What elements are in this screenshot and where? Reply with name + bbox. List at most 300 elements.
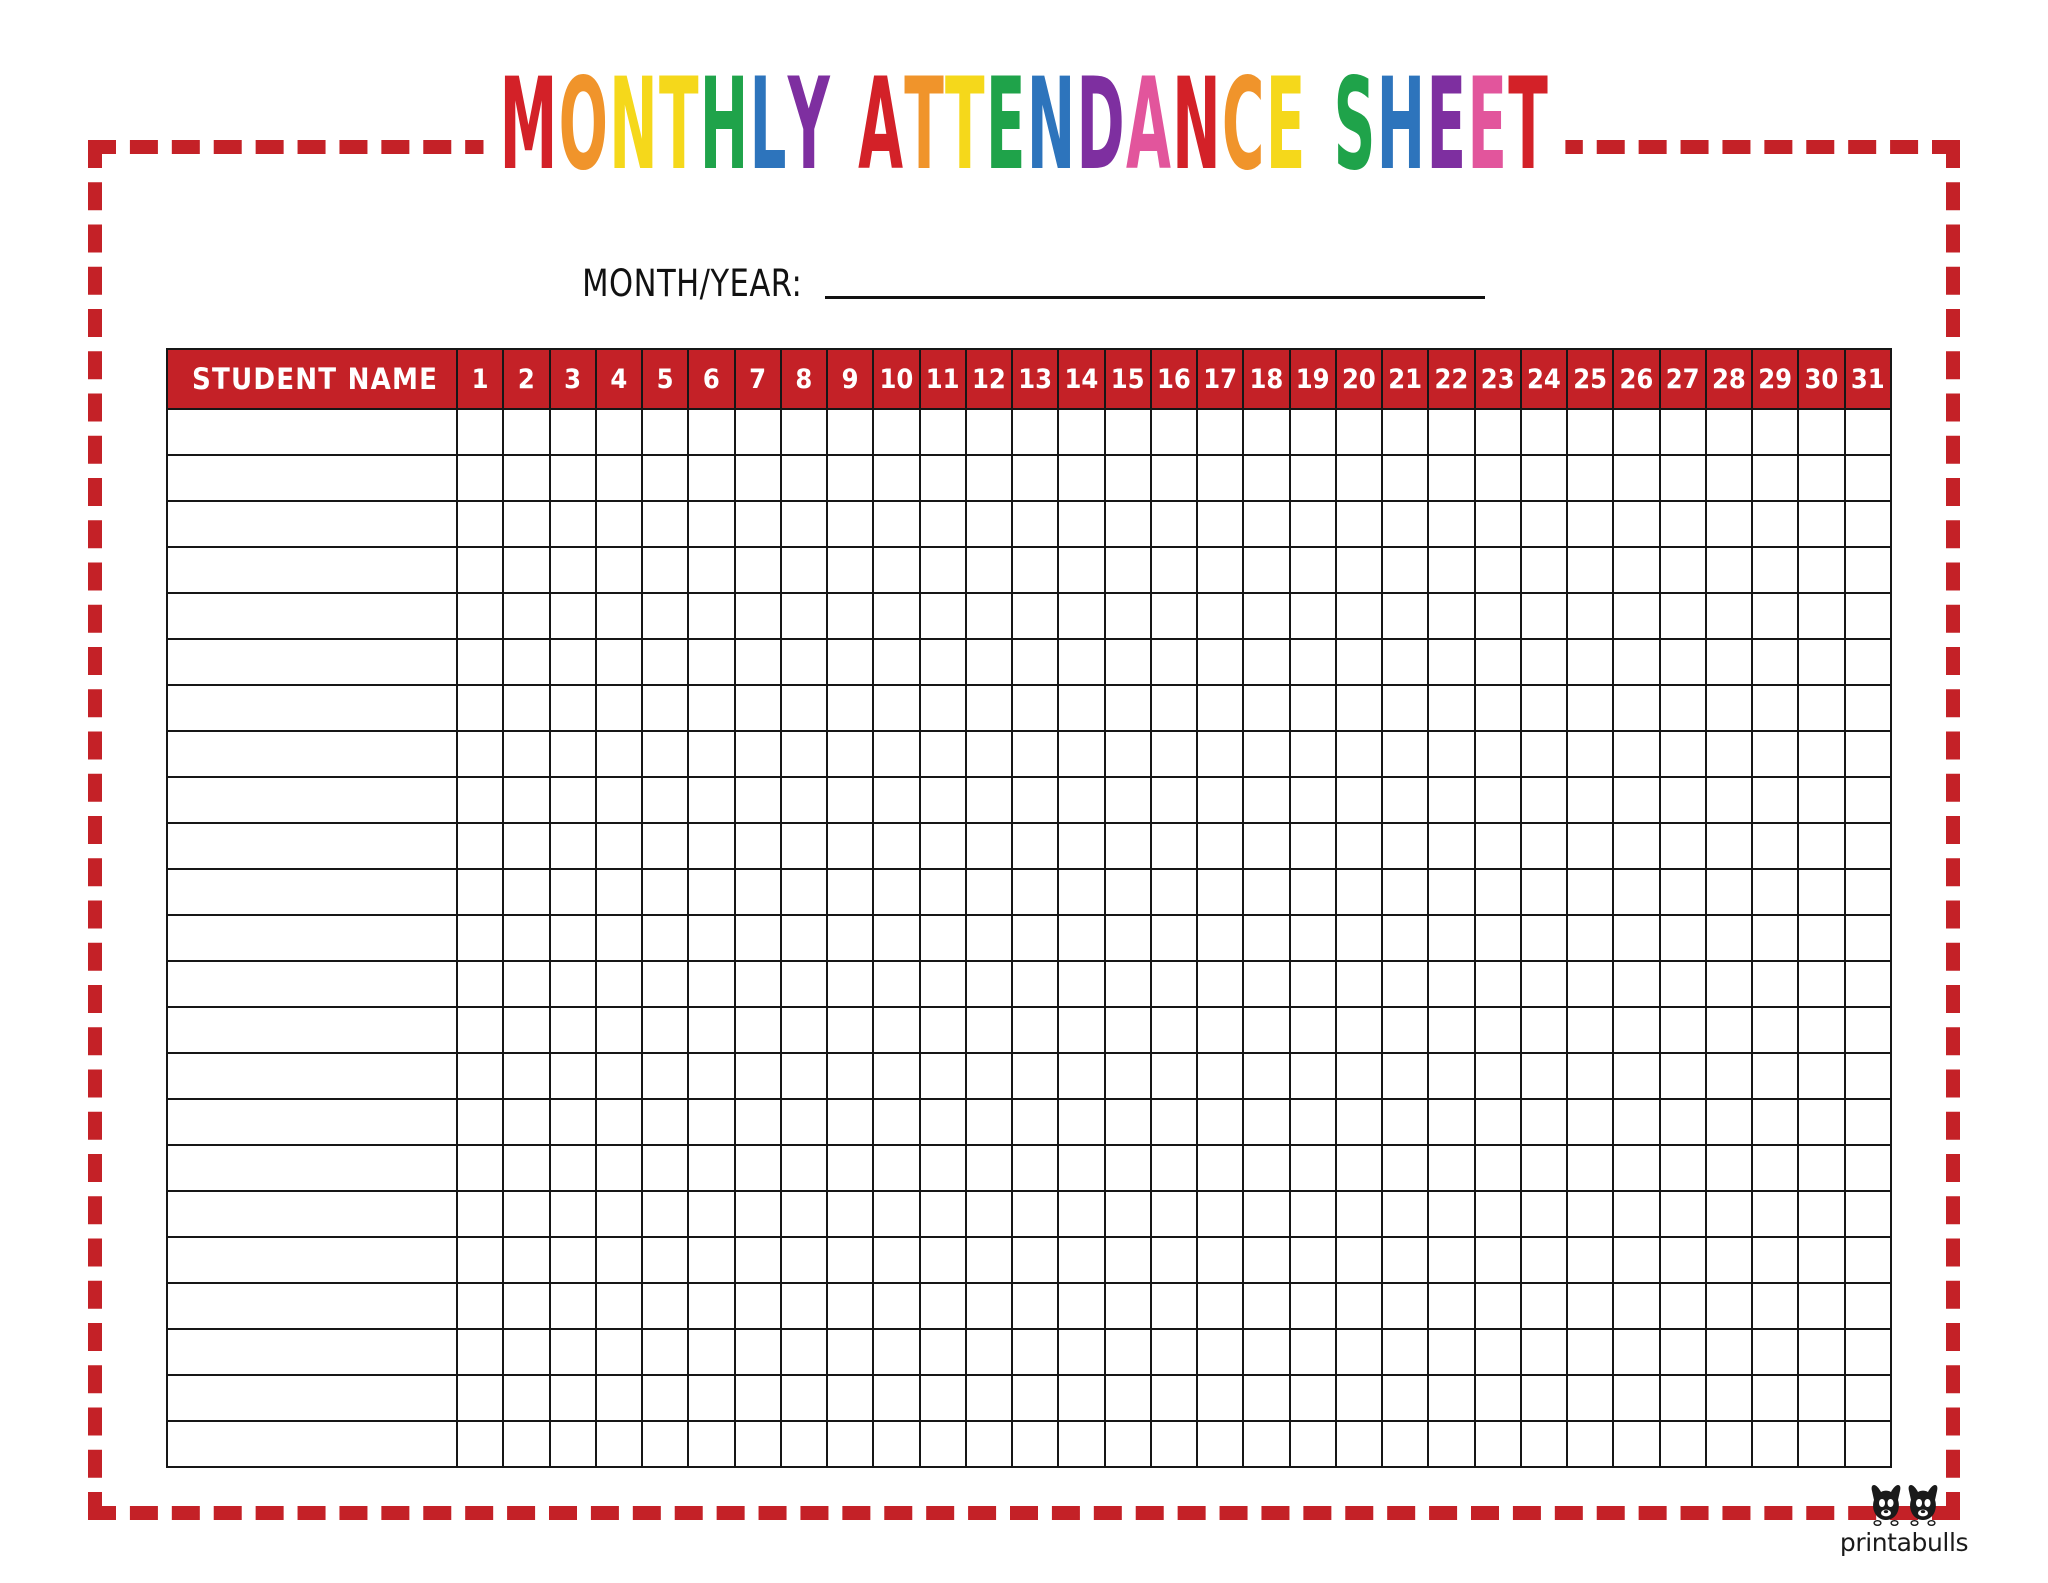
attendance-cell-day-17[interactable] — [1197, 1145, 1243, 1191]
attendance-cell-day-16[interactable] — [1151, 1375, 1197, 1421]
attendance-cell-day-26[interactable] — [1613, 1421, 1659, 1467]
attendance-cell-day-29[interactable] — [1752, 1421, 1798, 1467]
attendance-cell-day-16[interactable] — [1151, 1329, 1197, 1375]
attendance-cell-day-31[interactable] — [1845, 1237, 1892, 1283]
attendance-cell-day-21[interactable] — [1382, 685, 1428, 731]
attendance-cell-day-24[interactable] — [1521, 639, 1567, 685]
attendance-cell-day-18[interactable] — [1243, 777, 1289, 823]
attendance-cell-day-15[interactable] — [1105, 501, 1151, 547]
attendance-cell-day-17[interactable] — [1197, 547, 1243, 593]
attendance-cell-day-2[interactable] — [503, 869, 549, 915]
attendance-cell-day-28[interactable] — [1706, 639, 1752, 685]
attendance-cell-day-29[interactable] — [1752, 593, 1798, 639]
attendance-cell-day-1[interactable] — [457, 1053, 503, 1099]
attendance-cell-day-8[interactable] — [781, 409, 827, 455]
attendance-cell-day-11[interactable] — [920, 547, 966, 593]
attendance-cell-day-29[interactable] — [1752, 961, 1798, 1007]
attendance-cell-day-23[interactable] — [1475, 961, 1521, 1007]
attendance-cell-day-28[interactable] — [1706, 1375, 1752, 1421]
student-name-cell[interactable] — [167, 823, 457, 869]
attendance-cell-day-31[interactable] — [1845, 409, 1892, 455]
attendance-cell-day-28[interactable] — [1706, 915, 1752, 961]
attendance-cell-day-7[interactable] — [735, 1145, 781, 1191]
attendance-cell-day-2[interactable] — [503, 1329, 549, 1375]
attendance-cell-day-19[interactable] — [1290, 501, 1336, 547]
student-name-cell[interactable] — [167, 1191, 457, 1237]
attendance-cell-day-28[interactable] — [1706, 409, 1752, 455]
attendance-cell-day-6[interactable] — [688, 1099, 734, 1145]
student-name-cell[interactable] — [167, 501, 457, 547]
attendance-cell-day-27[interactable] — [1660, 731, 1706, 777]
attendance-cell-day-30[interactable] — [1798, 501, 1844, 547]
attendance-cell-day-25[interactable] — [1567, 731, 1613, 777]
attendance-cell-day-10[interactable] — [873, 1007, 919, 1053]
attendance-cell-day-2[interactable] — [503, 915, 549, 961]
attendance-cell-day-2[interactable] — [503, 1145, 549, 1191]
attendance-cell-day-17[interactable] — [1197, 409, 1243, 455]
attendance-cell-day-28[interactable] — [1706, 1099, 1752, 1145]
attendance-cell-day-27[interactable] — [1660, 961, 1706, 1007]
attendance-cell-day-18[interactable] — [1243, 639, 1289, 685]
attendance-cell-day-12[interactable] — [966, 1283, 1012, 1329]
attendance-cell-day-7[interactable] — [735, 409, 781, 455]
attendance-cell-day-1[interactable] — [457, 1421, 503, 1467]
attendance-cell-day-22[interactable] — [1428, 455, 1474, 501]
attendance-cell-day-28[interactable] — [1706, 1191, 1752, 1237]
attendance-cell-day-18[interactable] — [1243, 1329, 1289, 1375]
attendance-cell-day-1[interactable] — [457, 1237, 503, 1283]
attendance-cell-day-23[interactable] — [1475, 455, 1521, 501]
attendance-cell-day-15[interactable] — [1105, 731, 1151, 777]
attendance-cell-day-30[interactable] — [1798, 961, 1844, 1007]
attendance-cell-day-29[interactable] — [1752, 409, 1798, 455]
attendance-cell-day-27[interactable] — [1660, 1283, 1706, 1329]
attendance-cell-day-20[interactable] — [1336, 639, 1382, 685]
attendance-cell-day-9[interactable] — [827, 1007, 873, 1053]
attendance-cell-day-31[interactable] — [1845, 731, 1892, 777]
attendance-cell-day-6[interactable] — [688, 731, 734, 777]
attendance-cell-day-17[interactable] — [1197, 685, 1243, 731]
attendance-cell-day-28[interactable] — [1706, 1007, 1752, 1053]
attendance-cell-day-3[interactable] — [550, 915, 596, 961]
student-name-cell[interactable] — [167, 731, 457, 777]
attendance-cell-day-30[interactable] — [1798, 731, 1844, 777]
attendance-cell-day-17[interactable] — [1197, 731, 1243, 777]
attendance-cell-day-3[interactable] — [550, 501, 596, 547]
attendance-cell-day-31[interactable] — [1845, 1053, 1892, 1099]
attendance-cell-day-2[interactable] — [503, 731, 549, 777]
attendance-cell-day-12[interactable] — [966, 823, 1012, 869]
attendance-cell-day-5[interactable] — [642, 593, 688, 639]
attendance-cell-day-5[interactable] — [642, 777, 688, 823]
attendance-cell-day-25[interactable] — [1567, 547, 1613, 593]
attendance-cell-day-28[interactable] — [1706, 593, 1752, 639]
attendance-cell-day-26[interactable] — [1613, 685, 1659, 731]
attendance-cell-day-29[interactable] — [1752, 547, 1798, 593]
attendance-cell-day-23[interactable] — [1475, 731, 1521, 777]
attendance-cell-day-17[interactable] — [1197, 1191, 1243, 1237]
attendance-cell-day-21[interactable] — [1382, 961, 1428, 1007]
student-name-cell[interactable] — [167, 1099, 457, 1145]
attendance-cell-day-31[interactable] — [1845, 1145, 1892, 1191]
attendance-cell-day-15[interactable] — [1105, 1099, 1151, 1145]
attendance-cell-day-25[interactable] — [1567, 455, 1613, 501]
attendance-cell-day-15[interactable] — [1105, 1237, 1151, 1283]
attendance-cell-day-22[interactable] — [1428, 501, 1474, 547]
attendance-cell-day-20[interactable] — [1336, 869, 1382, 915]
attendance-cell-day-20[interactable] — [1336, 731, 1382, 777]
attendance-cell-day-31[interactable] — [1845, 455, 1892, 501]
attendance-cell-day-3[interactable] — [550, 547, 596, 593]
attendance-cell-day-13[interactable] — [1012, 1145, 1058, 1191]
attendance-cell-day-21[interactable] — [1382, 1375, 1428, 1421]
attendance-cell-day-18[interactable] — [1243, 593, 1289, 639]
attendance-cell-day-22[interactable] — [1428, 409, 1474, 455]
attendance-cell-day-31[interactable] — [1845, 593, 1892, 639]
attendance-cell-day-12[interactable] — [966, 455, 1012, 501]
attendance-cell-day-16[interactable] — [1151, 501, 1197, 547]
attendance-cell-day-2[interactable] — [503, 1191, 549, 1237]
attendance-cell-day-30[interactable] — [1798, 1053, 1844, 1099]
attendance-cell-day-30[interactable] — [1798, 1099, 1844, 1145]
attendance-cell-day-23[interactable] — [1475, 1375, 1521, 1421]
attendance-cell-day-23[interactable] — [1475, 547, 1521, 593]
attendance-cell-day-9[interactable] — [827, 639, 873, 685]
attendance-cell-day-23[interactable] — [1475, 777, 1521, 823]
attendance-cell-day-3[interactable] — [550, 1329, 596, 1375]
attendance-cell-day-28[interactable] — [1706, 1283, 1752, 1329]
attendance-cell-day-19[interactable] — [1290, 1329, 1336, 1375]
attendance-cell-day-18[interactable] — [1243, 1007, 1289, 1053]
attendance-cell-day-5[interactable] — [642, 501, 688, 547]
attendance-cell-day-2[interactable] — [503, 501, 549, 547]
attendance-cell-day-16[interactable] — [1151, 685, 1197, 731]
attendance-cell-day-13[interactable] — [1012, 1099, 1058, 1145]
attendance-cell-day-20[interactable] — [1336, 1375, 1382, 1421]
attendance-cell-day-25[interactable] — [1567, 1421, 1613, 1467]
attendance-cell-day-13[interactable] — [1012, 1329, 1058, 1375]
attendance-cell-day-25[interactable] — [1567, 1237, 1613, 1283]
attendance-cell-day-4[interactable] — [596, 685, 642, 731]
attendance-cell-day-8[interactable] — [781, 1145, 827, 1191]
attendance-cell-day-1[interactable] — [457, 1007, 503, 1053]
attendance-cell-day-30[interactable] — [1798, 1283, 1844, 1329]
attendance-cell-day-29[interactable] — [1752, 1375, 1798, 1421]
attendance-cell-day-20[interactable] — [1336, 1191, 1382, 1237]
attendance-cell-day-29[interactable] — [1752, 455, 1798, 501]
attendance-cell-day-24[interactable] — [1521, 1053, 1567, 1099]
attendance-cell-day-2[interactable] — [503, 1421, 549, 1467]
attendance-cell-day-20[interactable] — [1336, 1007, 1382, 1053]
attendance-cell-day-1[interactable] — [457, 731, 503, 777]
student-name-cell[interactable] — [167, 961, 457, 1007]
attendance-cell-day-19[interactable] — [1290, 1007, 1336, 1053]
attendance-cell-day-26[interactable] — [1613, 1099, 1659, 1145]
attendance-cell-day-31[interactable] — [1845, 1329, 1892, 1375]
attendance-cell-day-1[interactable] — [457, 409, 503, 455]
attendance-cell-day-7[interactable] — [735, 1421, 781, 1467]
attendance-cell-day-6[interactable] — [688, 961, 734, 1007]
attendance-cell-day-7[interactable] — [735, 685, 781, 731]
attendance-cell-day-4[interactable] — [596, 1145, 642, 1191]
attendance-cell-day-18[interactable] — [1243, 1053, 1289, 1099]
attendance-cell-day-3[interactable] — [550, 1375, 596, 1421]
attendance-cell-day-13[interactable] — [1012, 777, 1058, 823]
attendance-cell-day-6[interactable] — [688, 1375, 734, 1421]
attendance-cell-day-16[interactable] — [1151, 1191, 1197, 1237]
attendance-cell-day-25[interactable] — [1567, 823, 1613, 869]
attendance-cell-day-19[interactable] — [1290, 639, 1336, 685]
attendance-cell-day-22[interactable] — [1428, 731, 1474, 777]
attendance-cell-day-14[interactable] — [1058, 915, 1104, 961]
student-name-cell[interactable] — [167, 1375, 457, 1421]
attendance-cell-day-21[interactable] — [1382, 1283, 1428, 1329]
attendance-cell-day-14[interactable] — [1058, 455, 1104, 501]
attendance-cell-day-20[interactable] — [1336, 593, 1382, 639]
attendance-cell-day-26[interactable] — [1613, 1283, 1659, 1329]
attendance-cell-day-16[interactable] — [1151, 593, 1197, 639]
attendance-cell-day-21[interactable] — [1382, 1099, 1428, 1145]
attendance-cell-day-8[interactable] — [781, 1099, 827, 1145]
attendance-cell-day-19[interactable] — [1290, 593, 1336, 639]
attendance-cell-day-21[interactable] — [1382, 409, 1428, 455]
student-name-cell[interactable] — [167, 639, 457, 685]
attendance-cell-day-28[interactable] — [1706, 1329, 1752, 1375]
attendance-cell-day-8[interactable] — [781, 593, 827, 639]
attendance-cell-day-20[interactable] — [1336, 547, 1382, 593]
attendance-cell-day-12[interactable] — [966, 869, 1012, 915]
attendance-cell-day-6[interactable] — [688, 501, 734, 547]
attendance-cell-day-19[interactable] — [1290, 409, 1336, 455]
attendance-cell-day-14[interactable] — [1058, 639, 1104, 685]
attendance-cell-day-8[interactable] — [781, 915, 827, 961]
attendance-cell-day-18[interactable] — [1243, 731, 1289, 777]
attendance-cell-day-22[interactable] — [1428, 1421, 1474, 1467]
attendance-cell-day-20[interactable] — [1336, 915, 1382, 961]
attendance-cell-day-25[interactable] — [1567, 1283, 1613, 1329]
attendance-cell-day-27[interactable] — [1660, 501, 1706, 547]
attendance-cell-day-19[interactable] — [1290, 1375, 1336, 1421]
attendance-cell-day-16[interactable] — [1151, 823, 1197, 869]
student-name-cell[interactable] — [167, 1145, 457, 1191]
attendance-cell-day-19[interactable] — [1290, 1237, 1336, 1283]
attendance-cell-day-4[interactable] — [596, 1007, 642, 1053]
student-name-cell[interactable] — [167, 455, 457, 501]
attendance-cell-day-4[interactable] — [596, 409, 642, 455]
attendance-cell-day-12[interactable] — [966, 501, 1012, 547]
student-name-cell[interactable] — [167, 593, 457, 639]
attendance-cell-day-7[interactable] — [735, 823, 781, 869]
attendance-cell-day-13[interactable] — [1012, 409, 1058, 455]
student-name-cell[interactable] — [167, 869, 457, 915]
attendance-cell-day-17[interactable] — [1197, 1007, 1243, 1053]
attendance-cell-day-28[interactable] — [1706, 1421, 1752, 1467]
attendance-cell-day-28[interactable] — [1706, 869, 1752, 915]
attendance-cell-day-10[interactable] — [873, 1237, 919, 1283]
attendance-cell-day-14[interactable] — [1058, 1053, 1104, 1099]
attendance-cell-day-3[interactable] — [550, 869, 596, 915]
attendance-cell-day-5[interactable] — [642, 915, 688, 961]
attendance-cell-day-3[interactable] — [550, 731, 596, 777]
attendance-cell-day-12[interactable] — [966, 1237, 1012, 1283]
attendance-cell-day-27[interactable] — [1660, 915, 1706, 961]
attendance-cell-day-15[interactable] — [1105, 1283, 1151, 1329]
attendance-cell-day-23[interactable] — [1475, 1421, 1521, 1467]
attendance-cell-day-26[interactable] — [1613, 961, 1659, 1007]
attendance-cell-day-16[interactable] — [1151, 1053, 1197, 1099]
attendance-cell-day-10[interactable] — [873, 961, 919, 1007]
attendance-cell-day-8[interactable] — [781, 1283, 827, 1329]
attendance-cell-day-31[interactable] — [1845, 501, 1892, 547]
attendance-cell-day-30[interactable] — [1798, 1191, 1844, 1237]
attendance-cell-day-2[interactable] — [503, 685, 549, 731]
attendance-cell-day-12[interactable] — [966, 1191, 1012, 1237]
attendance-cell-day-18[interactable] — [1243, 1375, 1289, 1421]
attendance-cell-day-29[interactable] — [1752, 1329, 1798, 1375]
attendance-cell-day-23[interactable] — [1475, 823, 1521, 869]
attendance-cell-day-26[interactable] — [1613, 1191, 1659, 1237]
attendance-cell-day-21[interactable] — [1382, 1007, 1428, 1053]
attendance-cell-day-5[interactable] — [642, 639, 688, 685]
attendance-cell-day-24[interactable] — [1521, 1237, 1567, 1283]
attendance-cell-day-9[interactable] — [827, 501, 873, 547]
attendance-cell-day-8[interactable] — [781, 639, 827, 685]
attendance-cell-day-4[interactable] — [596, 961, 642, 1007]
attendance-cell-day-19[interactable] — [1290, 961, 1336, 1007]
attendance-cell-day-20[interactable] — [1336, 1145, 1382, 1191]
attendance-cell-day-1[interactable] — [457, 1375, 503, 1421]
attendance-cell-day-16[interactable] — [1151, 455, 1197, 501]
attendance-cell-day-18[interactable] — [1243, 547, 1289, 593]
attendance-cell-day-5[interactable] — [642, 1191, 688, 1237]
attendance-cell-day-10[interactable] — [873, 1421, 919, 1467]
attendance-cell-day-16[interactable] — [1151, 1283, 1197, 1329]
attendance-cell-day-25[interactable] — [1567, 639, 1613, 685]
attendance-cell-day-11[interactable] — [920, 869, 966, 915]
attendance-cell-day-4[interactable] — [596, 1099, 642, 1145]
attendance-cell-day-27[interactable] — [1660, 639, 1706, 685]
attendance-cell-day-11[interactable] — [920, 501, 966, 547]
attendance-cell-day-20[interactable] — [1336, 777, 1382, 823]
attendance-cell-day-18[interactable] — [1243, 685, 1289, 731]
attendance-cell-day-26[interactable] — [1613, 915, 1659, 961]
attendance-cell-day-23[interactable] — [1475, 1053, 1521, 1099]
attendance-cell-day-21[interactable] — [1382, 455, 1428, 501]
attendance-cell-day-25[interactable] — [1567, 1375, 1613, 1421]
attendance-cell-day-24[interactable] — [1521, 1283, 1567, 1329]
attendance-cell-day-21[interactable] — [1382, 639, 1428, 685]
attendance-cell-day-2[interactable] — [503, 639, 549, 685]
attendance-cell-day-7[interactable] — [735, 547, 781, 593]
attendance-cell-day-31[interactable] — [1845, 1283, 1892, 1329]
attendance-cell-day-4[interactable] — [596, 915, 642, 961]
attendance-cell-day-8[interactable] — [781, 1007, 827, 1053]
attendance-cell-day-31[interactable] — [1845, 823, 1892, 869]
attendance-cell-day-5[interactable] — [642, 1099, 688, 1145]
month-year-input[interactable] — [825, 295, 1485, 299]
attendance-cell-day-19[interactable] — [1290, 547, 1336, 593]
attendance-cell-day-11[interactable] — [920, 1283, 966, 1329]
attendance-cell-day-18[interactable] — [1243, 455, 1289, 501]
attendance-cell-day-9[interactable] — [827, 915, 873, 961]
attendance-cell-day-6[interactable] — [688, 455, 734, 501]
attendance-cell-day-26[interactable] — [1613, 1145, 1659, 1191]
attendance-cell-day-13[interactable] — [1012, 1053, 1058, 1099]
attendance-cell-day-10[interactable] — [873, 1145, 919, 1191]
attendance-cell-day-15[interactable] — [1105, 455, 1151, 501]
attendance-cell-day-25[interactable] — [1567, 1053, 1613, 1099]
attendance-cell-day-11[interactable] — [920, 1375, 966, 1421]
attendance-cell-day-9[interactable] — [827, 1145, 873, 1191]
attendance-cell-day-31[interactable] — [1845, 685, 1892, 731]
attendance-cell-day-30[interactable] — [1798, 1007, 1844, 1053]
attendance-cell-day-16[interactable] — [1151, 1007, 1197, 1053]
attendance-cell-day-9[interactable] — [827, 823, 873, 869]
attendance-cell-day-10[interactable] — [873, 1191, 919, 1237]
attendance-cell-day-27[interactable] — [1660, 1329, 1706, 1375]
attendance-cell-day-16[interactable] — [1151, 1421, 1197, 1467]
attendance-cell-day-17[interactable] — [1197, 1283, 1243, 1329]
attendance-cell-day-18[interactable] — [1243, 1099, 1289, 1145]
attendance-cell-day-14[interactable] — [1058, 1421, 1104, 1467]
attendance-cell-day-16[interactable] — [1151, 1099, 1197, 1145]
attendance-cell-day-21[interactable] — [1382, 869, 1428, 915]
attendance-cell-day-15[interactable] — [1105, 777, 1151, 823]
attendance-cell-day-3[interactable] — [550, 1283, 596, 1329]
attendance-cell-day-21[interactable] — [1382, 593, 1428, 639]
attendance-cell-day-14[interactable] — [1058, 1007, 1104, 1053]
student-name-cell[interactable] — [167, 1007, 457, 1053]
attendance-cell-day-31[interactable] — [1845, 869, 1892, 915]
attendance-cell-day-11[interactable] — [920, 823, 966, 869]
attendance-cell-day-11[interactable] — [920, 1421, 966, 1467]
attendance-cell-day-3[interactable] — [550, 823, 596, 869]
attendance-cell-day-6[interactable] — [688, 409, 734, 455]
student-name-cell[interactable] — [167, 777, 457, 823]
attendance-cell-day-6[interactable] — [688, 1007, 734, 1053]
attendance-cell-day-26[interactable] — [1613, 547, 1659, 593]
attendance-cell-day-25[interactable] — [1567, 777, 1613, 823]
student-name-cell[interactable] — [167, 685, 457, 731]
attendance-cell-day-9[interactable] — [827, 409, 873, 455]
attendance-cell-day-11[interactable] — [920, 1237, 966, 1283]
attendance-cell-day-9[interactable] — [827, 1421, 873, 1467]
attendance-cell-day-2[interactable] — [503, 1283, 549, 1329]
attendance-cell-day-28[interactable] — [1706, 501, 1752, 547]
attendance-cell-day-7[interactable] — [735, 731, 781, 777]
attendance-cell-day-29[interactable] — [1752, 639, 1798, 685]
attendance-cell-day-26[interactable] — [1613, 777, 1659, 823]
attendance-cell-day-23[interactable] — [1475, 1145, 1521, 1191]
attendance-cell-day-15[interactable] — [1105, 1145, 1151, 1191]
attendance-cell-day-29[interactable] — [1752, 1007, 1798, 1053]
attendance-cell-day-24[interactable] — [1521, 915, 1567, 961]
attendance-cell-day-11[interactable] — [920, 1145, 966, 1191]
attendance-cell-day-1[interactable] — [457, 639, 503, 685]
attendance-cell-day-5[interactable] — [642, 1053, 688, 1099]
attendance-cell-day-1[interactable] — [457, 915, 503, 961]
attendance-cell-day-10[interactable] — [873, 1375, 919, 1421]
attendance-cell-day-17[interactable] — [1197, 777, 1243, 823]
attendance-cell-day-15[interactable] — [1105, 547, 1151, 593]
attendance-cell-day-23[interactable] — [1475, 869, 1521, 915]
attendance-cell-day-20[interactable] — [1336, 1329, 1382, 1375]
attendance-cell-day-24[interactable] — [1521, 869, 1567, 915]
attendance-cell-day-27[interactable] — [1660, 777, 1706, 823]
attendance-cell-day-19[interactable] — [1290, 915, 1336, 961]
attendance-cell-day-12[interactable] — [966, 1421, 1012, 1467]
attendance-cell-day-14[interactable] — [1058, 409, 1104, 455]
